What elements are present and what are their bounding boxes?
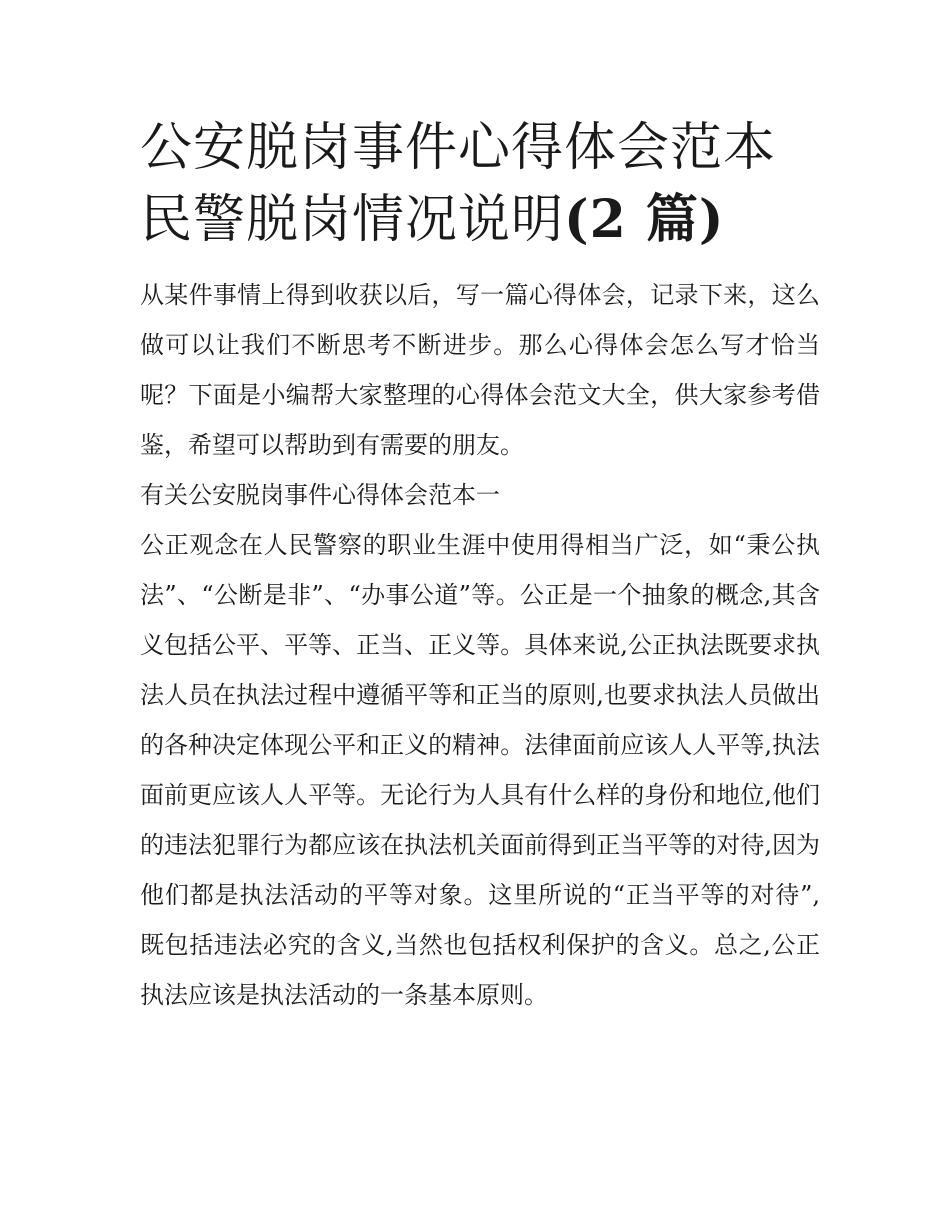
document-page [140,112,820,1020]
document-title [140,112,820,256]
intro-paragraph: 从某件事情上得到收获以后，写一篇心得体会，记录下来，这么做可以让我们不断思考不断进步。那么心得体会怎么写才恰当呢？下面是小编帮大家整理的心得体会范文大全，供大家参考借鉴，希望可以帮助到有需要的朋友。 [140,281,820,459]
document-title-main: 公安脱岗事件心得体会范本 民警脱岗情况说明 [140,118,777,250]
document-title-suffix: (2 篇) [564,189,725,250]
section-heading: 有关公安脱岗事件心得体会范本一 [140,481,500,509]
body-paragraph: 公正观念在人民警察的职业生涯中使用得相当广泛，如“秉公执法”、“公断是非”、“办事公道”等。公正是一个抽象的概念,其含义包括公平、平等、正当、正义等。具体来说,公正执法既要求执法人员在执法过程中遵循平等和正当的原则,也要求执法人员做出的各种决定体现公平和正义的精神。法律面前应该人人平等,执法面前更应该人人平等。无论行为人具有什么样的身份和地位,他们的违法犯罪行为都应该在执法机关面前得到正当平等的对待,因为他们都是执法活动的平等对象。这里所说的“正当平等的对待”,既包括违法必究的含义,当然也包括权利保护的含义。总之,公正执法应该是执法活动的一条基本原则。 [140,531,820,1009]
